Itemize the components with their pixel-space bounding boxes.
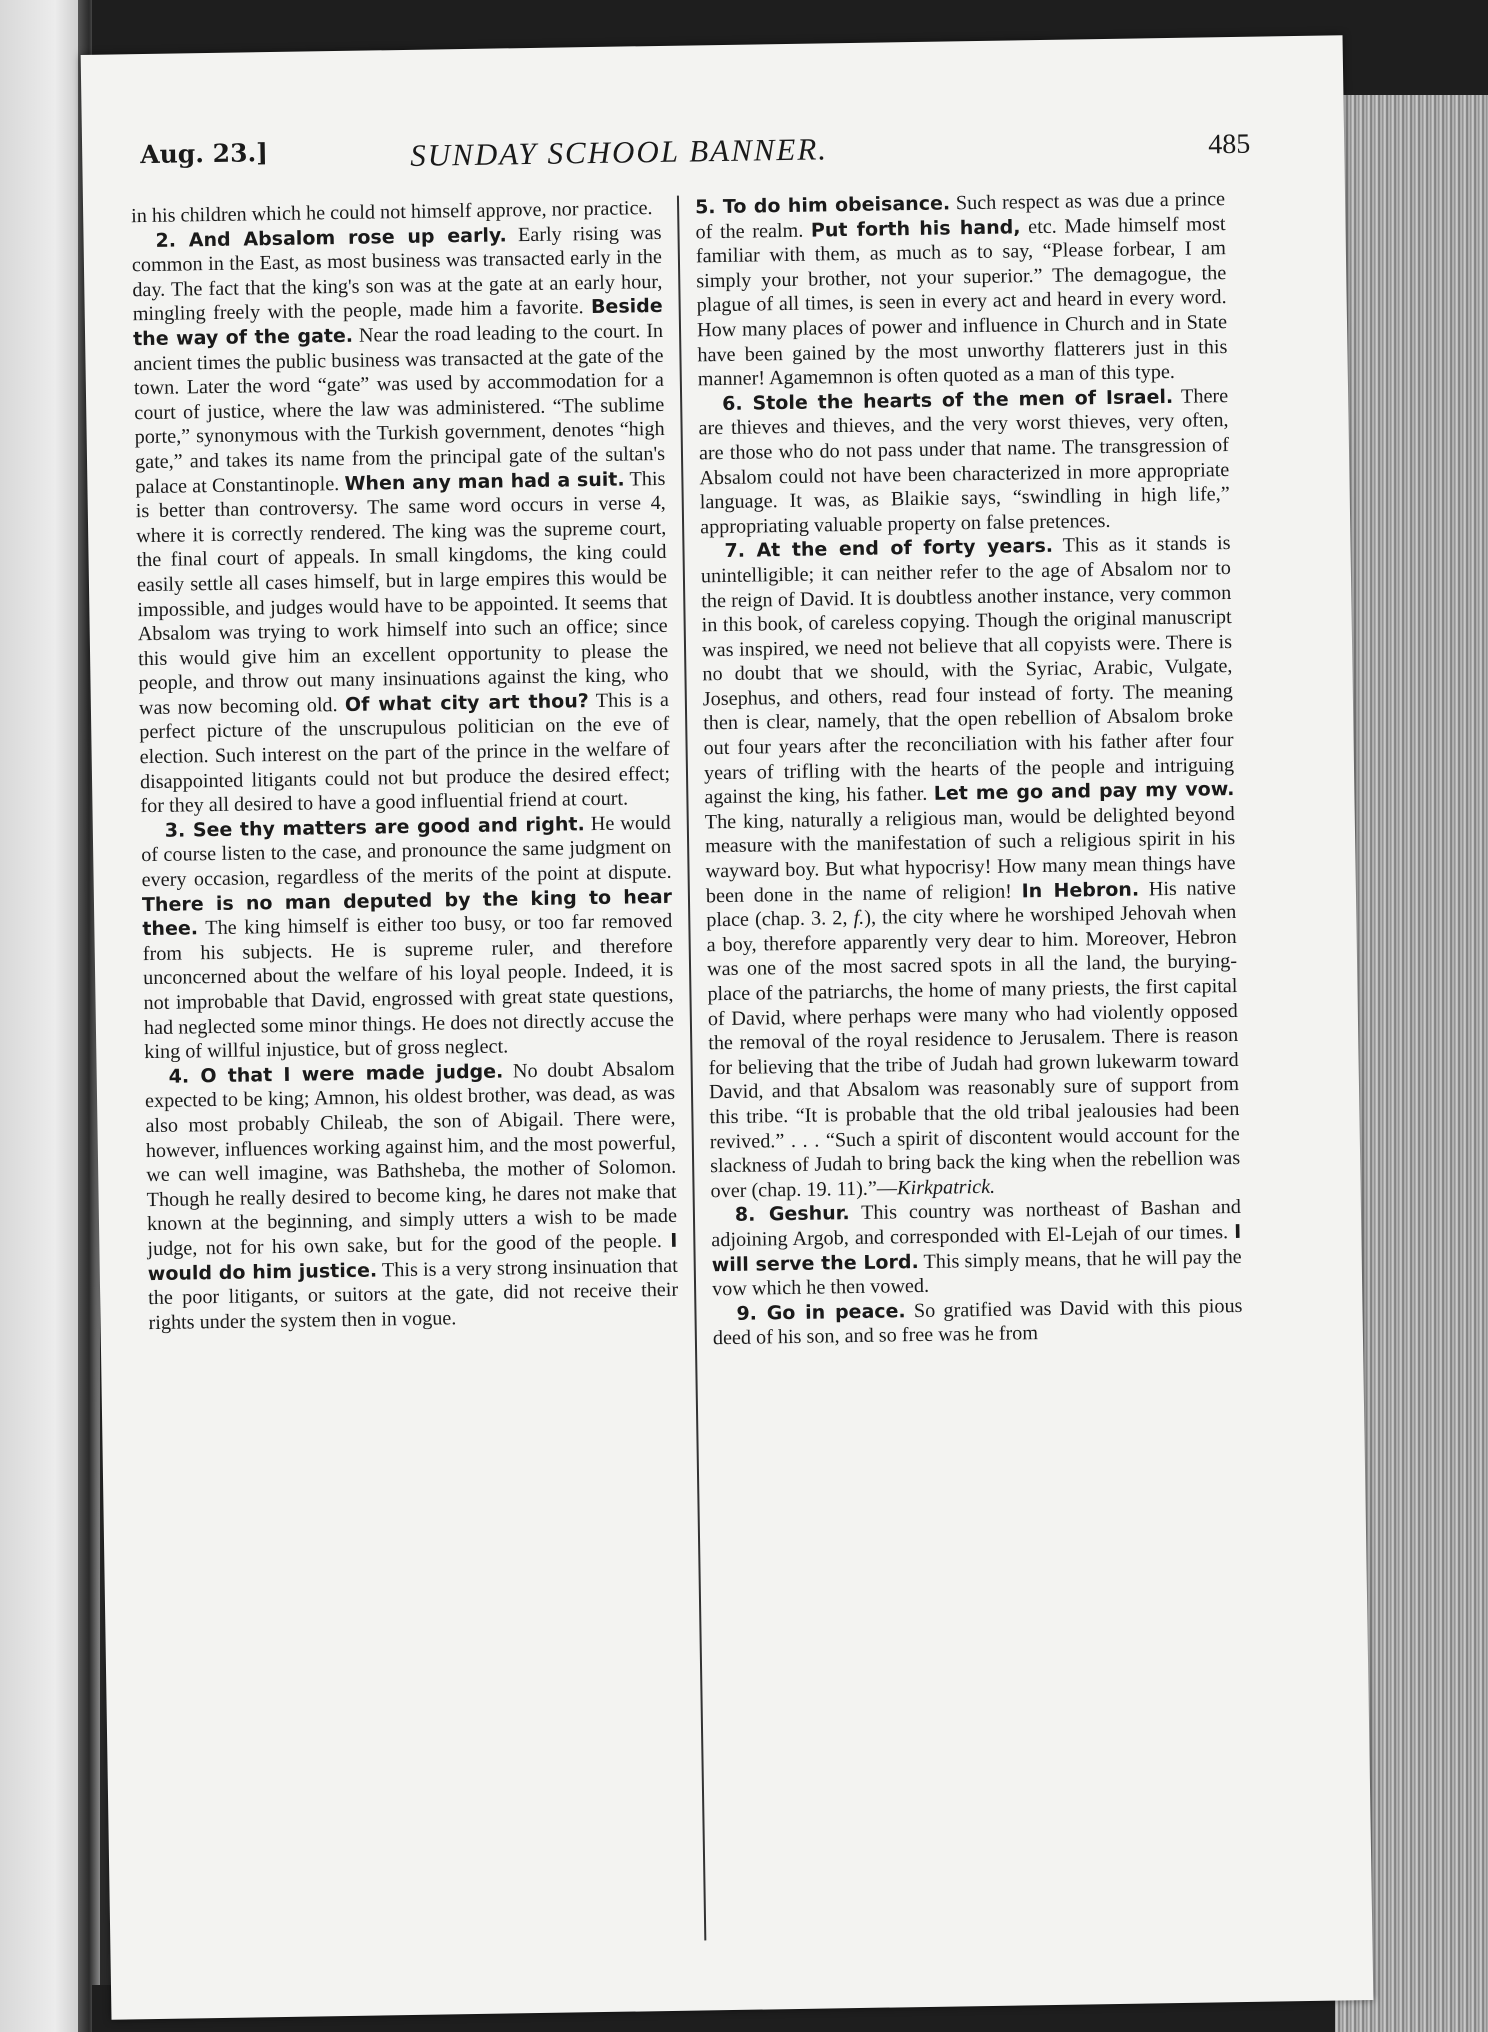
paragraph [698,384,1230,540]
paragraph [711,1195,1242,1302]
body-text: This is a very strong insinuation that the poor litigants, or suitors at the gate, did not receive their rights under the system then in vogue. [148,1254,679,1334]
paragraph [145,1057,679,1336]
page-number: 485 [1207,128,1251,161]
bold-lemma: 6. Stole the hearts of the men of Israel. [722,385,1174,415]
body-text: Such respect as was due a prince of the realm. [695,188,1226,243]
body-text: He would of course listen to the case, and pronounce the same judgment on every occasion, regardless of the merits of the point at dispute. [141,811,672,892]
bold-lemma: I would do him justice. [147,1229,678,1285]
italic-text: f. [853,907,865,930]
bold-lemma: Of what city art thou? [344,690,589,716]
bold-lemma: 2. And Absalom rose up early. [155,223,507,252]
body-text: This as it stands is unintelligible; it can neither refer to the age of Absalom nor to the reign of David. It is doubtless another instance, very common in this book, of careless copying. Though the original manuscript was inspired, we need not believe that all copyists were. There is no doubt that we should, with the Syriac, Arabic, Vulgate, Josephus, and others, read four instead of forty. The meaning then is clear, namely, that the open rebellion of Absalom broke out four years after the reconciliation with his father after four years of trifling with the hearts of the people and intriguing against the king, his father. [700,532,1235,809]
body-text: This simply means, that he will pay the vow which he then vowed. [711,1245,1242,1301]
running-header [140,119,1251,186]
body-text: Early rising was common in the East, as most business was transacted early in the day. The fact that the king's son was at the gate at an early hour, mingling freely with the people, made him a favorite. [131,221,663,326]
body-text: This is better than controversy. The same word occurs in verse 4, where it is correctly rendered. The king was the supreme court, the final court of appeals. In small kingdoms, the king could easily settle all cases himself, but in large empires this would be impossible, and judges would have to be appointed. It seems that Absalom was trying to work himself into such an office; since this would give him an excellent opportunity to please the people, and throw out many insinuations against the king, who was now becoming old. [135,467,669,720]
issue-date: Aug. 23.] [139,138,269,170]
bold-lemma: 7. At the end of forty years. [724,535,1054,563]
bold-lemma: Put forth his hand, [810,215,1021,242]
body-text: in his children which he could not himself approve, nor practice. [131,197,653,228]
bold-lemma: There is no man deputed by the king to hear thee. [141,885,673,941]
paragraph [695,187,1228,392]
body-text: Near the road leading to the court. In ancient times the public business was transacted at the gate of the town. Later the word “gate” was used by accommodation for a court of justice, where the law was administered. “The sublime porte,” synonymous with the Turkish government, denotes “high gate,” and takes its name from the principal gate of the sultan's palace at Constantinople. [133,319,666,498]
journal-title: SUNDAY SCHOOL BANNER. [409,131,829,173]
book-page [81,35,1374,2020]
bold-lemma: 4. O that I were made judge. [168,1060,504,1088]
bold-lemma: I will serve the Lord. [711,1220,1242,1276]
body-text: The king himself is either too busy, or too far removed from his subjects. He is supreme ruler, and therefore unconcerned about the welfare of his loyal people. Indeed, it is not improbable that David, engrossed with great state questions, had neglected some minor things. He does not directly accuse the king of willful injustice, but of gross neglect. [142,910,675,1064]
bold-lemma: 8. Geshur. [734,1202,850,1227]
body-text: This country was northeast of Bashan and adjoining Argob, and corresponded with El-Lejah of our times. [711,1196,1242,1252]
body-text: etc. Made himself most familiar with them, as much as to say, “Please forbear, I am simply your brother, not your superior.” The demagogue, the plague of all times, is seen in every act and heard in every word. How many places of power and influence in Church and in State have been gained by the most unworthy flatterers just in this manner! Agamemnon is often quoted as a man of this type. [695,212,1228,391]
body-text: This is a perfect picture of the unscrupulous politician on the eve of election. Such interest on the part of the prince in the welfare of disappointed litigants could not but produce the desired effect; for they all desired to have a good influential friend at court. [139,688,671,818]
paragraph [712,1294,1243,1352]
body-text: His native place (chap. 3. 2, [706,876,1237,932]
left-column [131,196,679,1335]
italic-text: Kirkpatrick. [896,1175,996,1200]
body-text: There are thieves and thieves, and the very worst thieves, very often, are those who do not pass under that name. The transgression of Absalom could not have been characterized in more appropriate language. It was, as Blaikie says, “swindling in high life,” appropriating valuable property on false pretences. [698,384,1230,539]
bold-lemma: In Hebron. [1021,878,1140,902]
body-text: So gratified was David with this pious deed of his son, and so free was he from [712,1294,1243,1350]
bold-lemma: 5. To do him obeisance. [694,192,951,219]
bold-lemma: Let me go and pay my vow. [933,778,1235,805]
bold-lemma: Beside the way of the gate. [132,295,663,351]
paragraph [131,221,670,820]
bold-lemma: 3. See thy matters are good and right. [164,813,585,842]
body-text: No doubt Absalom expected to be king; Amnon, his oldest brother, was dead, as was also most probably Chileab, the son of Abigail. There were, however, influences working against him, and the most powerful, we can well imagine, was Bathsheba, the mother of Solomon. Though he really desired to become king, he dares not make that known at the beginning, and simply utters a wish to be made judge, not for his own sake, but for the good of the people. [144,1057,678,1261]
right-column [695,187,1243,1351]
body-text: The king, naturally a religious man, would be delighted beyond measure with the manifestation of such a religious spirit in his wayward boy. But what hypocrisy! How many mean things have been done in the name of religion! [704,802,1236,907]
bold-lemma: 9. Go in peace. [736,1299,906,1325]
bold-lemma: When any man had a suit. [344,468,625,495]
paragraph [141,811,675,1065]
body-text: ), the city where he worshiped Jehovah when a boy, therefore apparently very dear to him. Moreover, Hebron was one of the most sacred spots in all the land, the burying-place of the patriarchs, the home of many priests, the first capital of David, where perhaps were many who had violently opposed the removal of the royal residence to Jerusalem. There is reason for believing that the tribe of Judah had grown lukewarm toward David, and that Absalom was reasonably sure of support from this tribe. “It is probable that the old tribal jealousies had been revived.” . . . “Such a spirit of discontent would account for the slackness of Judah to bring back the king when the rebellion was over (chap. 19. 11).”— [706,901,1241,1203]
paragraph [700,531,1240,1203]
